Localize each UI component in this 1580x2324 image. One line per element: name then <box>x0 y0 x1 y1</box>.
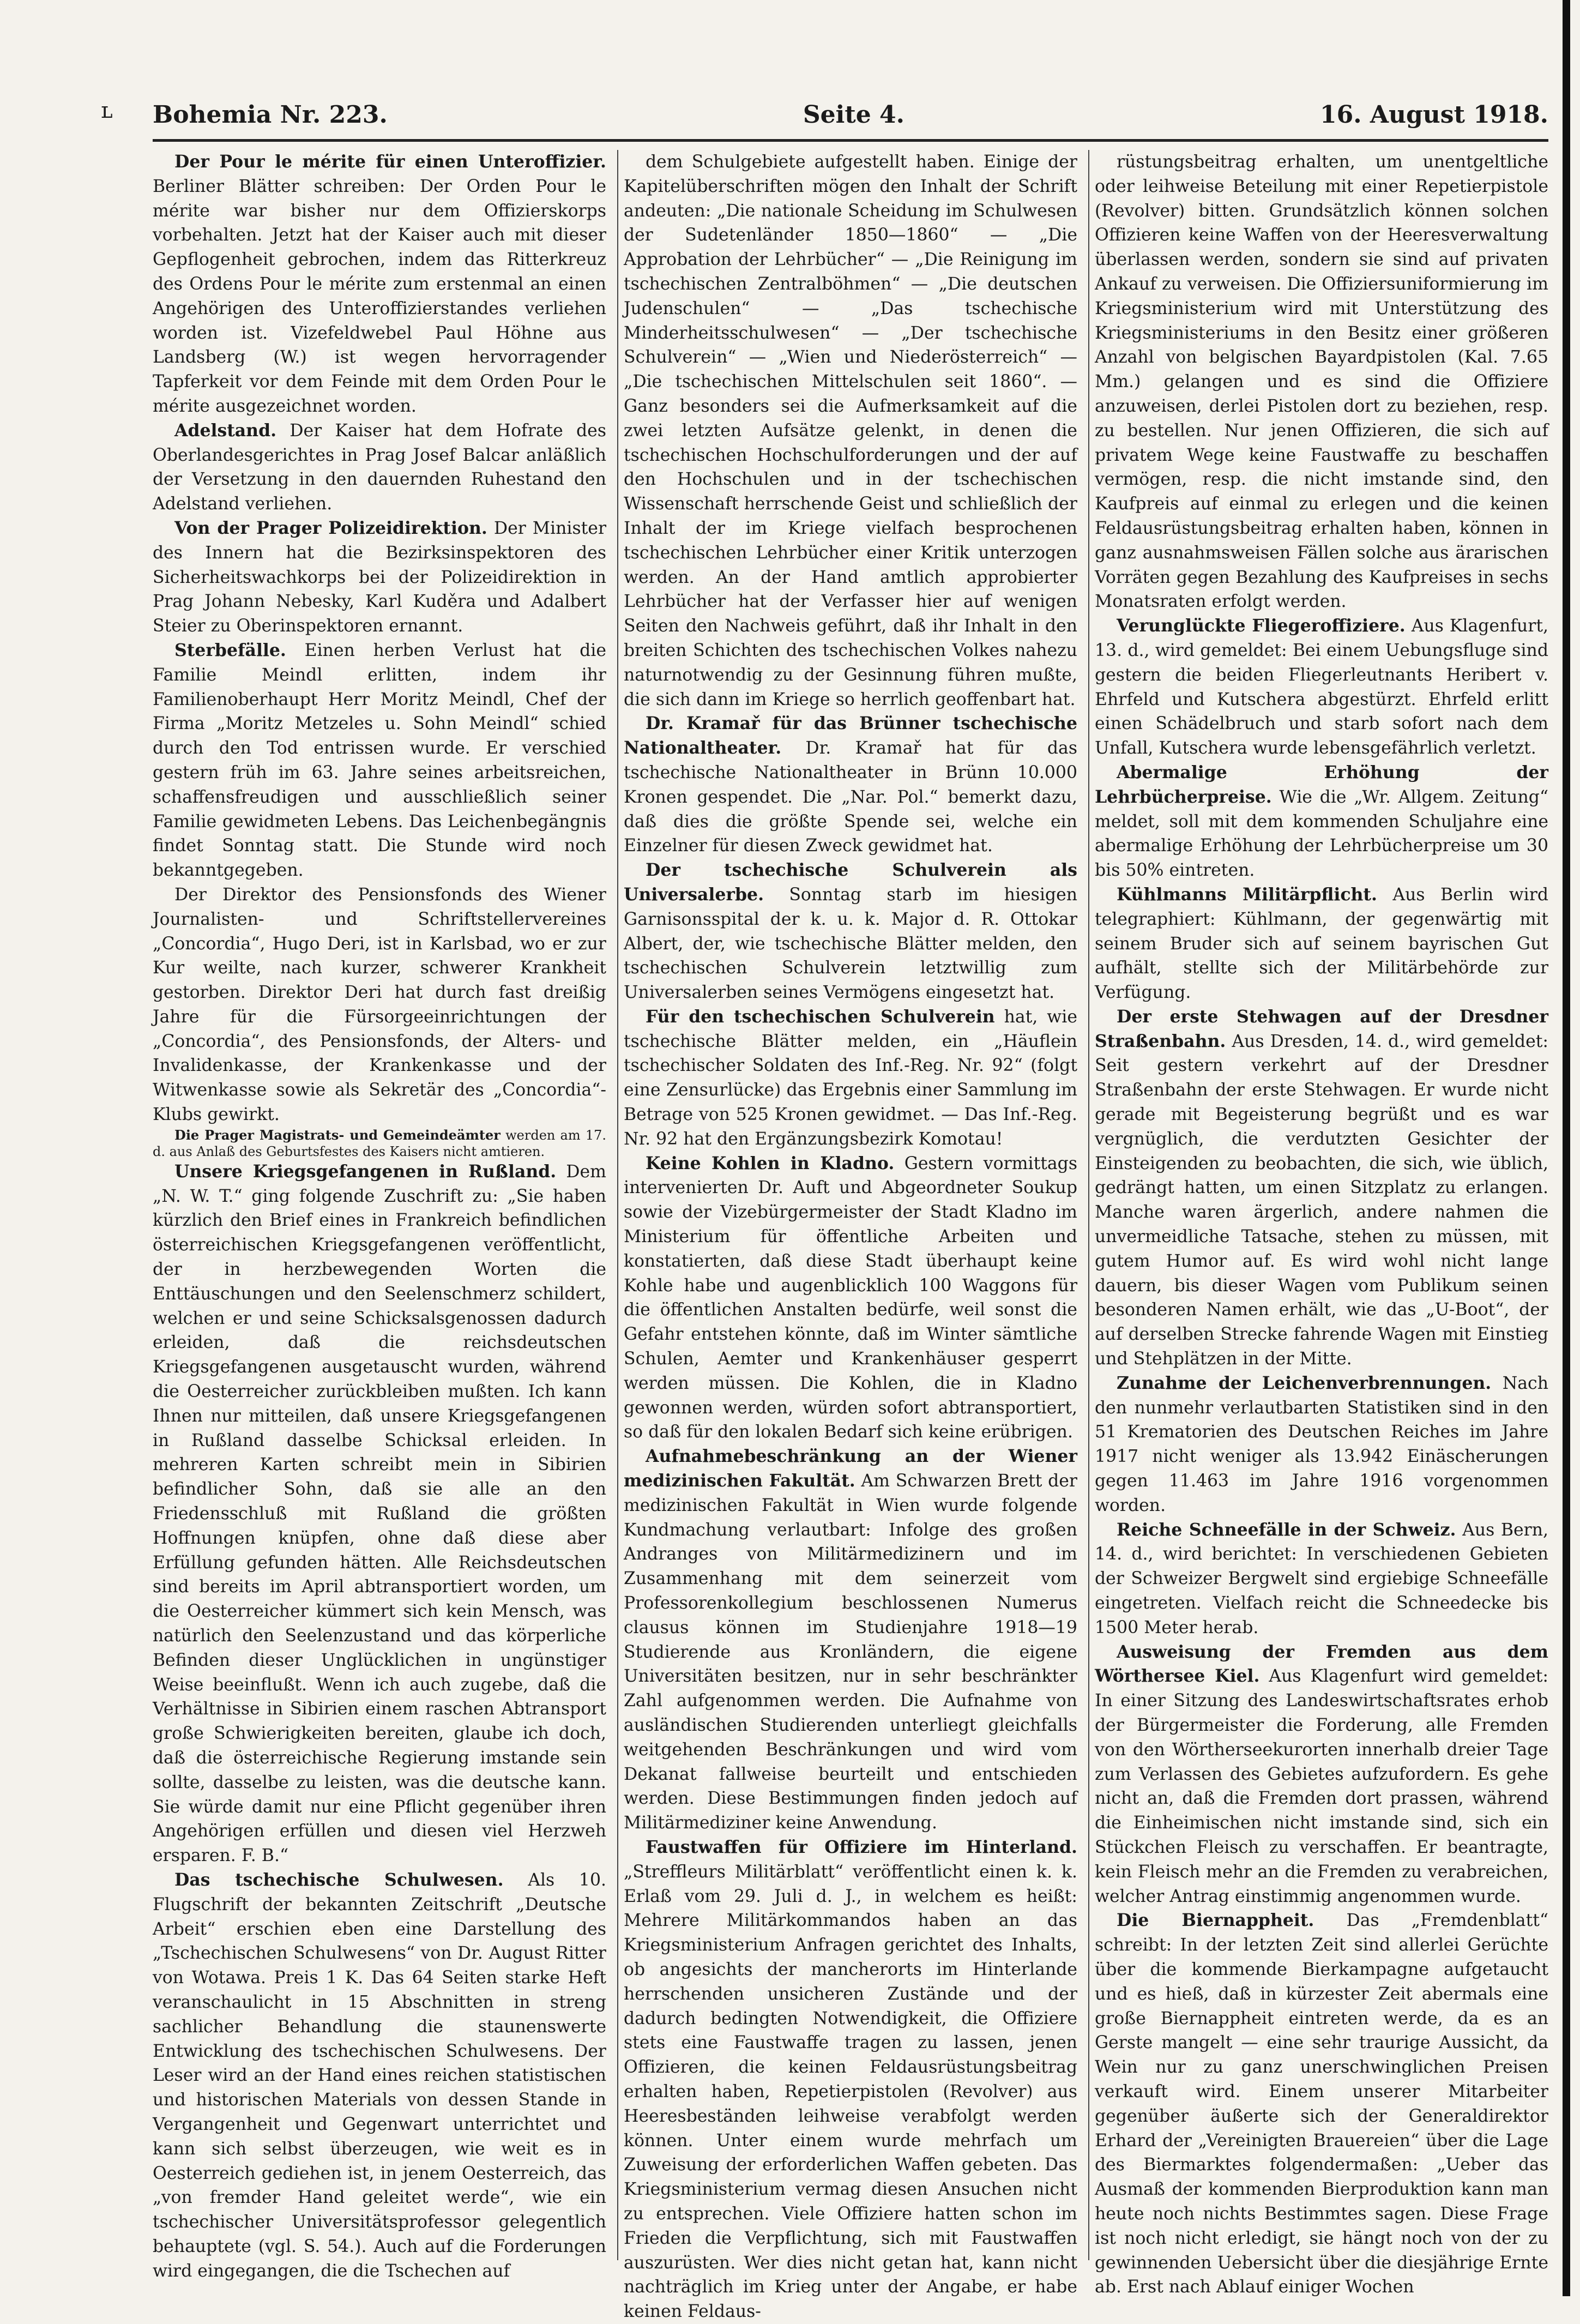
header-date: 16. August 1918. <box>1320 100 1548 129</box>
article-headline: Das tschechische Schulwesen. <box>174 1869 504 1890</box>
article-paragraph <box>153 419 606 516</box>
page-edge-border <box>1563 0 1570 2296</box>
article-headline: Unsere Kriegsgefangenen in Rußland. <box>174 1161 557 1182</box>
article-text: Aus Dresden, 14. d., wird gemeldet: Seit gestern verkehrt auf der Dresdner Straßenbahn der erste Stehwagen. Er wurde nicht gerade mit Begeisterung begrüßt und es war vergnüglich, die verdutzten Gesichter der Einsteigenden zu beobachten, die sich, wie üblich, gedrängt hatten, um einen Sitzplatz zu erlangen. Manche waren ärgerlich, andere nahmen die unvermeidliche Tatsache, stehen zu müssen, mit gutem Humor auf. Es wird wohl nicht lange dauern, bis dieser Wagen vom Publikum seinen besonderen Namen erhält, wie das „U-Boot“, der auf derselben Strecke fahrende Wagen mit Einstieg und Stehplätzen in der Mitte. <box>1095 1031 1548 1369</box>
article-paragraph <box>1095 1640 1548 1909</box>
page-header <box>153 93 1548 136</box>
article-headline: Der Pour le mérite für einen Unteroffizier. <box>174 152 606 172</box>
article-text: Aus Klagenfurt, 13. d., wird gemeldet: Bei einem Uebungsfluge sind gestern die beiden Fliegerleutnants Heribert v. Ehrfeld und Kutschera abgestürzt. Ehrfeld erlitt einen Schädelbruch und starb sofort nach dem Unfall, Kutschera wurde lebensgefährlich verletzt. <box>1095 616 1549 758</box>
article-paragraph <box>1095 1005 1548 1371</box>
article-text: Aus Bern, 14. d., wird berichtet: In verschiedenen Gebieten der Schweizer Bergwelt sind ergiebige Schneefälle eingetreten. Vielfach reicht die Schneedecke bis 1500 Meter herab. <box>1095 1520 1548 1637</box>
article-headline: Keine Kohlen in Kladno. <box>646 1153 895 1173</box>
article-text: Sonntag starb im hiesigen Garnisonsspital der k. u. k. Major d. R. Ottokar Albert, der, wie tschechische Blätter melden, den tschechischen Schulverein letztwillig zum Universalerben seines Vermögens eingesetzt hat. <box>624 884 1077 1003</box>
article-text: Nach den nunmehr verlautbarten Statistiken sind in den 51 Krematorien des Deutschen Reiches im Jahre 1917 nicht weniger als 13.942 Einäscherungen gegen 11.463 im Jahre 1916 vorgenommen worden. <box>1095 1373 1548 1515</box>
article-text: Aus Berlin wird telegraphiert: Kühlmann, der gegenwärtig mit seinem Bruder sich auf seinem bayrischen Gut aufhält, stellte sich der Militärbehörde zur Verfügung. <box>1095 884 1548 1003</box>
article-paragraph <box>153 1127 606 1160</box>
column-1 <box>153 150 607 2281</box>
newspaper-page <box>153 82 1549 2322</box>
article-headline: Aufnahmebeschränkung an der Wiener medizinischen Fakultät. <box>624 1446 1077 1491</box>
article-headline: Dr. Kramař für das Brünner tschechische Nationaltheater. <box>624 713 1077 758</box>
column-3 <box>1088 150 1549 2297</box>
column-2 <box>617 150 1078 2322</box>
article-headline: Für den tschechischen Schulverein <box>646 1006 995 1027</box>
article-text: hat, wie tschechische Blätter melden, ein „Häuflein tschechischer Soldaten des Inf.-Reg. Nr. 92“ (folgt eine Zensurlücke) das Ergebnis einer Sammlung im Betrage von 525 Kronen gewidmet. — Das Inf.-Reg. Nr. 92 hat den Ergänzungsbezirk Komotau! <box>624 1007 1077 1149</box>
article-paragraph <box>153 1868 606 2284</box>
margin-mark: ʟ <box>101 98 113 123</box>
article-paragraph <box>153 516 606 639</box>
article-paragraph <box>624 1005 1077 1152</box>
article-text: dem Schulgebiete aufgestellt haben. Einige der Kapitelüberschriften mögen den Inhalt der Schrift andeuten: „Die nationale Scheidung im Schulwesen der Sudetenländer 1850—1860“ — „Die Approbation der Lehrbücher“ — „Die Reinigung im tschechischen Zentralböhmen“ — „Die deutschen Judenschulen“ — „Das tschechische Minderheitsschulwesen“ — „Der tschechische Schulverein“ — „Wien und Niederösterreich“ — „Die tschechischen Mittelschulen seit 1860“. — Ganz besonders sei die Aufmerksamkeit auf die zwei letzten Aufsätze gelenkt, in denen die tschechischen Hochschulforderungen und der auf den Hochschulen und in der tschechischen Wissenschaft herrschende Geist und schließlich der Inhalt der im Kriege vielfach besprochenen tschechischen Lehrbücher einer Kritik unterzogen werden. An der Hand amtlich approbierter Lehrbücher hat der Verfasser hier auf wenigen Seiten den Nachweis geführt, daß ihr Inhalt in den breiten Schichten des tschechischen Volkes nahezu naturnotwendig zu der Gesinnung führen mußte, die sich dann im Kriege so herrlich geoffenbart hat. <box>624 152 1077 709</box>
article-paragraph <box>153 883 606 1127</box>
article-paragraph <box>1095 1371 1548 1518</box>
article-paragraph <box>624 1444 1077 1835</box>
article-headline: Die Prager Magistrats- und Gemeindeämter <box>174 1127 500 1143</box>
article-paragraph <box>624 712 1077 858</box>
article-paragraph <box>1095 1518 1548 1640</box>
article-headline: Faustwaffen für Offiziere im Hinterland. <box>646 1837 1077 1857</box>
article-headline: Kühlmanns Militärpflicht. <box>1117 884 1377 905</box>
article-paragraph <box>153 150 606 419</box>
article-paragraph <box>1095 883 1548 1005</box>
article-text: Der Kaiser hat dem Hofrate des Oberlandesgerichtes in Prag Josef Balcar anläßlich der Versetzung in den dauernden Ruhestand den Adelstand verliehen. <box>153 420 606 514</box>
article-text: Einen herben Verlust hat die Familie Meindl erlitten, indem ihr Familienoberhaupt Herr Moritz Meindl, Chef der Firma „Moritz Metzeles u. Sohn Meindl“ schied durch den Tod entrissen wurde. Er verschied gestern früh im 63. Jahre seines arbeitsreichen, schaffensfreudigen und ausschließlich seiner Familie gewidmeten Lebens. Das Leichenbegängnis findet Sonntag statt. Die Stunde wird noch bekanntgegeben. <box>153 640 607 881</box>
article-headline: Der erste Stehwagen auf der Dresdner Straßenbahn. <box>1095 1006 1548 1051</box>
article-headline: Sterbefälle. <box>174 640 286 660</box>
article-headline: Adelstand. <box>174 420 277 441</box>
article-text: Dr. Kramař hat für das tschechische Nationaltheater in Brünn 10.000 Kronen gespendet. Die „Nar. Pol.“ bemerkt dazu, daß dies die größte Spende sei, welche ein Einzelner für diesen Zweck gewidmet hat. <box>624 738 1078 856</box>
header-rule <box>153 139 1548 142</box>
header-issue: Bohemia Nr. 223. <box>153 100 388 129</box>
article-text: Der Minister des Innern hat die Bezirksinspektoren des Sicherheitswachkorps bei der Polizeidirektion in Prag Johann Nebesky, Karl Kuděra und Adalbert Steier zu Oberinspektoren ernannt. <box>153 518 606 636</box>
article-headline: Von der Prager Polizeidirektion. <box>174 517 487 538</box>
article-headline: Abermalige Erhöhung der Lehrbücherpreise. <box>1095 762 1548 807</box>
article-paragraph <box>624 858 1077 1005</box>
article-headline: Der tschechische Schulverein als Universalerbe. <box>624 860 1077 905</box>
article-text: „Streffleurs Militärblatt“ veröffentlicht einen k. k. Erlaß vom 29. Juli d. J., in welchem es heißt: Mehrere Militärkommandos haben an das Kriegsministerium Anfragen gerichtet des Inhalts, ob angesichts der mancherorts im Hinterlande herrschenden unsicheren Zustände und der dadurch bedingten Notwendigkeit, die Offiziere stets eine Faustwaffe tragen zu lassen, jenen Offizieren, die keinen Feldausrüstungsbeitrag erhalten haben, Repetierpistolen (Revolver) aus Heeresbeständen leihweise verabfolgt werden können. Unter einem wurde mehrfach um Zuweisung der erforderlichen Waffen gebeten. Das Kriegsministerium vermag diesen Ansuchen nicht zu entsprechen. Viele Offiziere hatten schon im Frieden die Verpflichtung, sich mit Faustwaffen auszurüsten. Wer dies nicht getan hat, kann nicht nachträglich im Krieg unter der Angabe, er habe keinen Feldaus- <box>624 1862 1077 2322</box>
article-paragraph <box>1095 614 1548 761</box>
article-paragraph <box>624 150 1077 712</box>
article-headline: Zunahme der Leichenverbrennungen. <box>1117 1372 1492 1393</box>
article-paragraph <box>153 639 606 883</box>
article-paragraph <box>1095 150 1548 614</box>
article-text: Das „Fremdenblatt“ schreibt: In der letzten Zeit sind allerlei Gerüchte über die kommende Bierkampagne aufgetaucht und es hieß, daß in kürzester Zeit abermals eine große Biernappheit eintreten werde, da es an Gerste mangelt — eine sehr traurige Aussicht, da Wein nur zu ganz unerschwinglichen Preisen verkauft wird. Einem unserer Mitarbeiter gegenüber äußerte sich der Generaldirektor Erhard der „Vereinigten Brauereien“ über die Lage des Biermarktes folgendermaßen: „Ueber das Ausmaß der kommenden Bierproduktion kann man heute noch nichts Bestimmtes sagen. Diese Frage ist noch nicht erledigt, sie hängt noch von der zu gewinnenden Uebersicht über die diesjährige Ernte ab. Erst nach Ablauf einiger Wochen <box>1095 1911 1549 2297</box>
article-paragraph <box>1095 761 1548 883</box>
article-text: Berliner Blätter schreiben: Der Orden Pour le mérite war bisher nur dem Offizierskorps vorbehalten. Jetzt hat der Kaiser auch mit dieser Gepflogenheit gebrochen, indem das Ritterkreuz des Ordens Pour le mérite zum erstenmal an einen Angehörigen des Unteroffizierstandes verliehen worden ist. Vizefeldwebel Paul Höhne aus Landsberg (W.) ist wegen hervorragender Tapferkeit vor dem Feinde mit dem Orden Pour le mérite ausgezeichnet worden. <box>153 176 606 416</box>
header-page-number: Seite 4. <box>803 100 904 129</box>
article-paragraph <box>624 1835 1077 2324</box>
article-text: Am Schwarzen Brett der medizinischen Fakultät in Wien wurde folgende Kundmachung verlautbart: Infolge des großen Andranges von Militärmedizinern und im Zusammenhang mit dem seinerzeit vom Professorenkollegium beschlossenen Numerus clausus können im Studienjahre 1918—19 Studierende aus Kronländern, die eigene Universitäten besitzen, nur in sehr beschränkter Zahl aufgenommen werden. Die Aufnahme von ausländischen Studierenden unterliegt gleichfalls weitgehenden Beschränkungen und wird vom Dekanat fallweise beurteilt und entschieden werden. Diese Bestimmungen finden jedoch auf Militärmediziner keine Anwendung. <box>624 1471 1077 1833</box>
article-text: rüstungsbeitrag erhalten, um unentgeltliche oder leihweise Beteilung mit einer Repetierpistole (Revolver) bitten. Grundsätzlich können solchen Offizieren keine Waffen von der Heeresverwaltung überlassen werden, sondern sie sind auf privaten Ankauf zu verweisen. Die Offiziersuniformierung im Kriegsministerium wird mit Unterstützung des Kriegsministeriums in den Besitz einer größeren Anzahl von belgischen Bayardpistolen (Kal. 7.65 Mm.) gelangen und es sind die Offiziere anzuweisen, derlei Pistolen dort zu beziehen, resp. zu bestellen. Nur jenen Offizieren, die sich auf privatem Wege keine Faustwaffe zu beschaffen vermögen, resp. die nicht imstande sind, den Kaufpreis auf einmal zu erlegen und die keinen Feldausrüstungsbeitrag erhalten haben, können in ganz ausnahmsweisen Fällen solche aus ärarischen Vorräten gegen Bezahlung des Kaufpreises in sechs Monatsraten erfolgt werden. <box>1095 152 1548 612</box>
article-paragraph <box>624 1152 1077 1445</box>
article-text: Der Direktor des Pensionsfonds des Wiener Journalisten- und Schriftstellervereines „Concordia“, Hugo Deri, ist in Karlsbad, wo er zur Kur weilte, nach kurzer, schwerer Krankheit gestorben. Direktor Deri hat durch fast dreißig Jahre für die Fürsorgeeinrichtungen der „Concordia“, des Pensionsfonds, der Alters- und Invalidenkasse, der Krankenkasse und der Witwenkasse sowie als Sekretär des „Concordia“-Klubs gewirkt. <box>153 884 606 1125</box>
article-text: werden am 17. d. aus Anlaß des Geburtsfestes des Kaisers nicht amtieren. <box>153 1127 606 1159</box>
article-text: Gestern vormittags intervenierten Dr. Auft und Abgeordneter Soukup sowie der Vizebürgermeister der Stadt Kladno im Ministerium für öffentliche Arbeiten und konstatierten, daß diese Stadt überhaupt keine Kohle habe und augenblicklich 100 Waggons für die öffentlichen Anstalten bedürfe, weil sonst die Gefahr entstehen könnte, daß im Winter sämtliche Schulen, Aemter und Krankenhäuser gesperrt werden müssen. Die Kohlen, die in Kladno gewonnen werden, würden sofort abtransportiert, so daß für den lokalen Bedarf sich keine erübrigen. <box>624 1153 1077 1442</box>
article-headline: Reiche Schneefälle in der Schweiz. <box>1117 1519 1456 1540</box>
article-paragraph <box>153 1160 606 1868</box>
article-headline: Die Biernappheit. <box>1117 1910 1314 1931</box>
article-text: Dem „N. W. T.“ ging folgende Zuschrift zu: „Sie haben kürzlich den Brief eines in Frankreich befindlichen österreichischen Kriegsgefangenen veröffentlicht, der in herzbewegenden Worten die Enttäuschungen und den Seelenschmerz schildert, welchen er und seine Schicksalsgenossen dadurch erleiden, daß die reichsdeutschen Kriegsgefangenen ausgetauscht wurden, während die Oesterreicher zurückbleiben mußten. Ich kann Ihnen nur mitteilen, daß unsere Kriegsgefangenen in Rußland dasselbe Schicksal erleiden. In mehreren Karten schreibt mein in Sibirien befindlicher Sohn, daß sie alle an den Friedensschluß mit Rußland die größten Hoffnungen knüpfen, ohne daß diese aber Erfüllung gefunden hätten. Alle Reichsdeutschen sind bereits im April abtransportiert worden, um die Oesterreicher kümmert sich kein Mensch, was natürlich den Seelenzustand und das körperliche Befinden dieser Unglücklichen in ungünstiger Weise beeinflußt. Wenn ich auch zugebe, daß die Verhältnisse in Sibirien einem raschen Abtransport große Schwierigkeiten bereiten, glaube ich doch, daß die österreichische Regierung imstande sein sollte, dasselbe zu leisten, was die deutsche kann. Sie würde damit nur eine Pflicht gegenüber ihren Angehörigen erfüllen und diesen viel Herzweh ersparen. F. B.“ <box>153 1161 607 1866</box>
article-columns <box>153 150 1549 2322</box>
article-text: Als 10. Flugschrift der bekannten Zeitschrift „Deutsche Arbeit“ erschien eben eine Darstellung des „Tschechischen Schulwesens“ von Dr. August Ritter von Wotawa. Preis 1 K. Das 64 Seiten starke Heft veranschaulicht in 15 Abschnitten in streng sachlicher Behandlung die staunenswerte Entwicklung des tschechischen Schulwesens. Der Leser wird an der Hand eines reichen statistischen und historischen Materials von dessen Stande in Vergangenheit und Gegenwart unterrichtet und kann sich selbst überzeugen, wie weit es in Oesterreich gediehen ist, in jenem Oesterreich, das „von fremder Hand geleitet werde“, wie ein tschechischer Universitätsprofessor gelegentlich behauptete (vgl. S. 54.). Auch auf die Forderungen wird eingegangen, die die Tschechen auf <box>153 1870 606 2281</box>
article-paragraph <box>1095 1908 1548 2299</box>
article-text: Wie die „Wr. Allgem. Zeitung“ meldet, soll mit dem kommenden Schuljahre eine abermalige Erhöhung der Lehrbücherpreise um 30 bis 50% eintreten. <box>1095 787 1548 881</box>
article-text: Aus Klagenfurt wird gemeldet: In einer Sitzung des Landeswirtschaftsrates erhob der Bürgermeister die Forderung, alle Fremden von den Wörtherseekurorten innerhalb dreier Tage zum Verlassen des Gebietes aufzufordern. Es gehe nicht an, daß die Fremden dort prassen, während die Einheimischen nicht imstande sind, sich ein Stückchen Fleisch zu verschaffen. Er beantragte, kein Fleisch mehr an die Fremden zu verabreichen, welcher Antrag einstimmig angenommen wurde. <box>1095 1666 1549 1906</box>
article-headline: Verunglückte Fliegeroffiziere. <box>1117 616 1406 636</box>
article-headline: Ausweisung der Fremden aus dem Wörthersee Kiel. <box>1095 1641 1548 1687</box>
